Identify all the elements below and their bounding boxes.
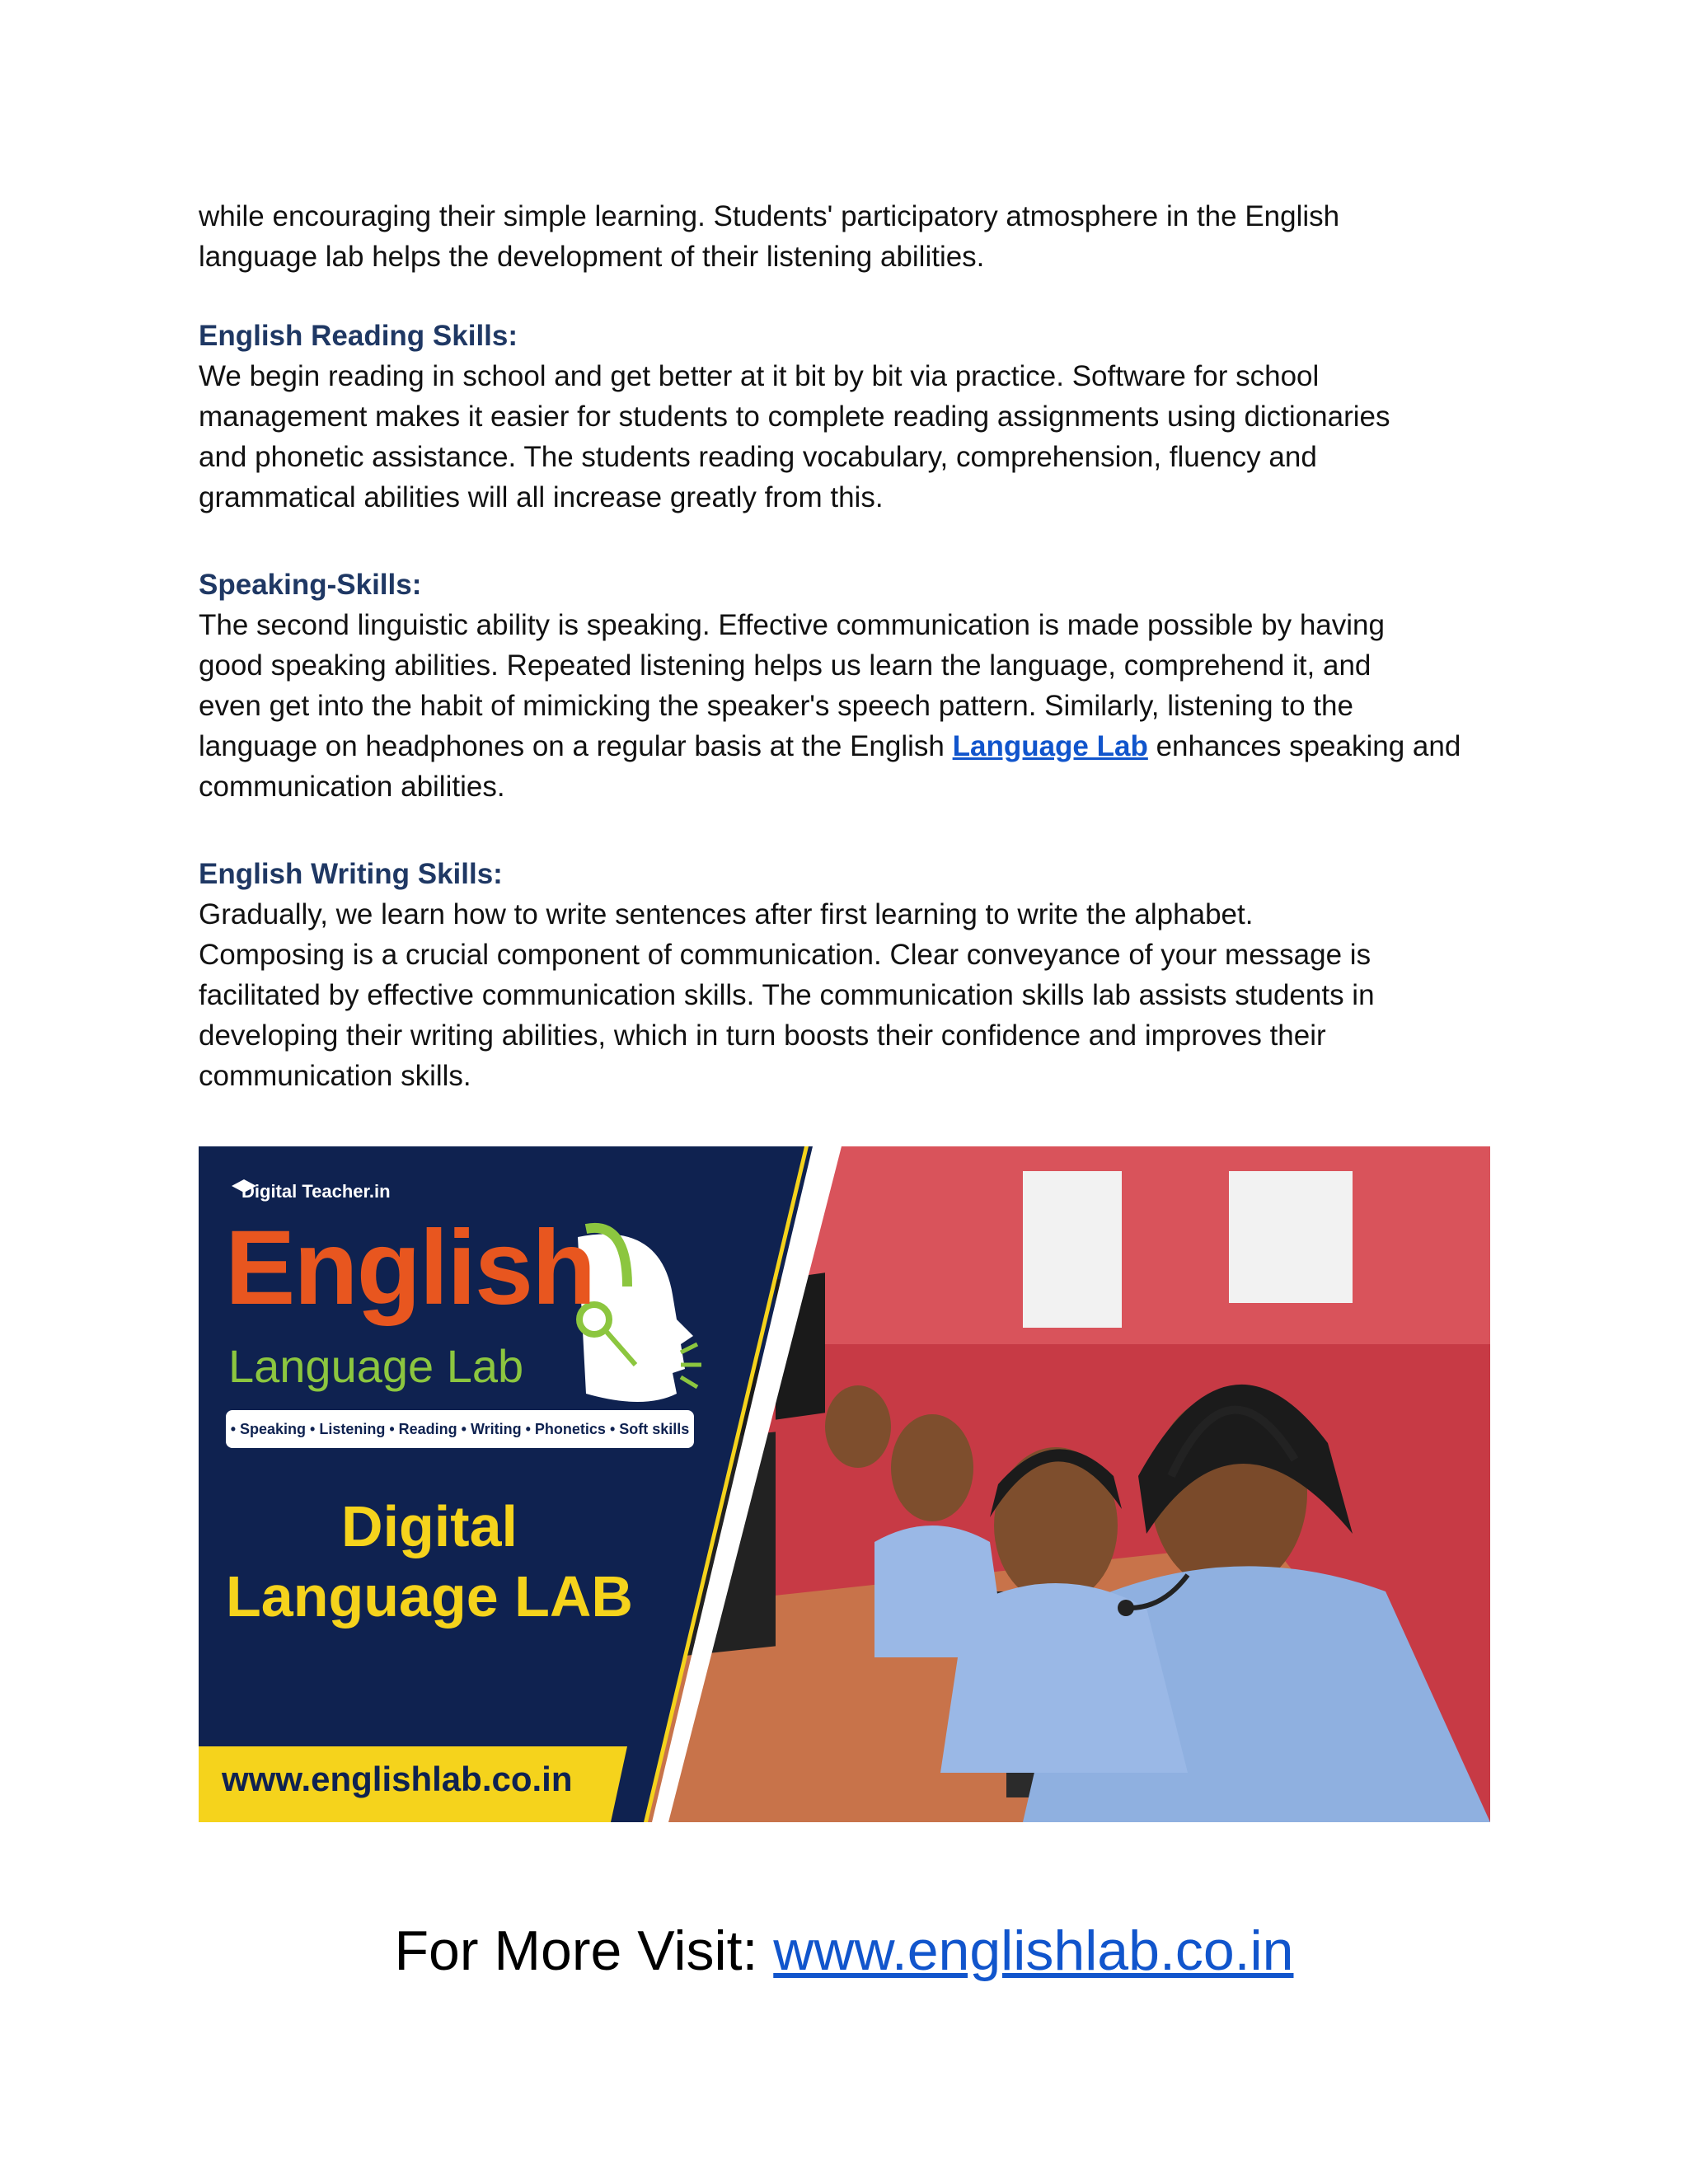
language-lab-title: Language LAB	[226, 1564, 633, 1629]
speaking-line: The second linguistic ability is speaking. Effective communication is made possible by having	[199, 609, 1385, 641]
writing-line: Gradually, we learn how to write sentences after first learning to write the alphabet.	[199, 898, 1254, 930]
writing-line: developing their writing abilities, which in turn boosts their confidence and improves their	[199, 1019, 1326, 1052]
banner-website: www.englishlab.co.in	[222, 1760, 573, 1798]
digital-title: Digital	[341, 1494, 518, 1558]
speaking-line: communication abilities.	[199, 771, 505, 803]
reading-line: We begin reading in school and get better at it bit by bit via practice. Software for school	[199, 360, 1320, 392]
skills-pill: • Speaking • Listening • Reading • Writing • Phonetics • Soft skills	[226, 1410, 694, 1448]
writing-line: Composing is a crucial component of communication. Clear conveyance of your message is	[199, 939, 1372, 971]
speaking-line: good speaking abilities. Repeated listening helps us learn the language, comprehend it, and	[199, 649, 1372, 682]
intro-line-2: language lab helps the development of their listening abilities.	[199, 241, 985, 273]
speaking-heading: Speaking-Skills:	[199, 569, 422, 601]
language-lab-wordmark: Language Lab	[228, 1340, 524, 1392]
writing-line: facilitated by effective communication skills. The communication skills lab assists students in	[199, 979, 1375, 1011]
speaking-line	[199, 726, 1489, 766]
reading-line: grammatical abilities will all increase greatly from this.	[199, 481, 884, 513]
reading-heading: English Reading Skills:	[199, 320, 518, 352]
language-lab-link[interactable]: Language Lab	[952, 730, 1148, 762]
footer-label: For More Visit:	[394, 1919, 774, 1982]
footer-visit	[0, 1914, 1688, 1988]
speaking-line-4-after: enhances speaking and	[1147, 730, 1461, 762]
intro-line-1: while encouraging their simple learning. Students' participatory atmosphere in the English	[199, 200, 1340, 232]
english-wordmark: English	[225, 1209, 595, 1327]
digital-teacher-logo-text: Digital Teacher.in	[241, 1181, 391, 1202]
document-body	[199, 196, 1489, 1096]
speaking-line-4-before: language on headphones on a regular basis at the English	[199, 730, 953, 762]
speaking-line: even get into the habit of mimicking the speaker's speech pattern. Similarly, listening to the	[199, 690, 1353, 722]
reading-line: management makes it easier for students to complete reading assignments using dictionaries	[199, 401, 1390, 433]
writing-line: communication skills.	[199, 1060, 471, 1092]
language-lab-banner	[199, 1146, 1490, 1822]
writing-heading: English Writing Skills:	[199, 858, 503, 890]
reading-line: and phonetic assistance. The students reading vocabulary, comprehension, fluency and	[199, 441, 1317, 473]
footer-website-link[interactable]: www.englishlab.co.in	[773, 1919, 1294, 1982]
